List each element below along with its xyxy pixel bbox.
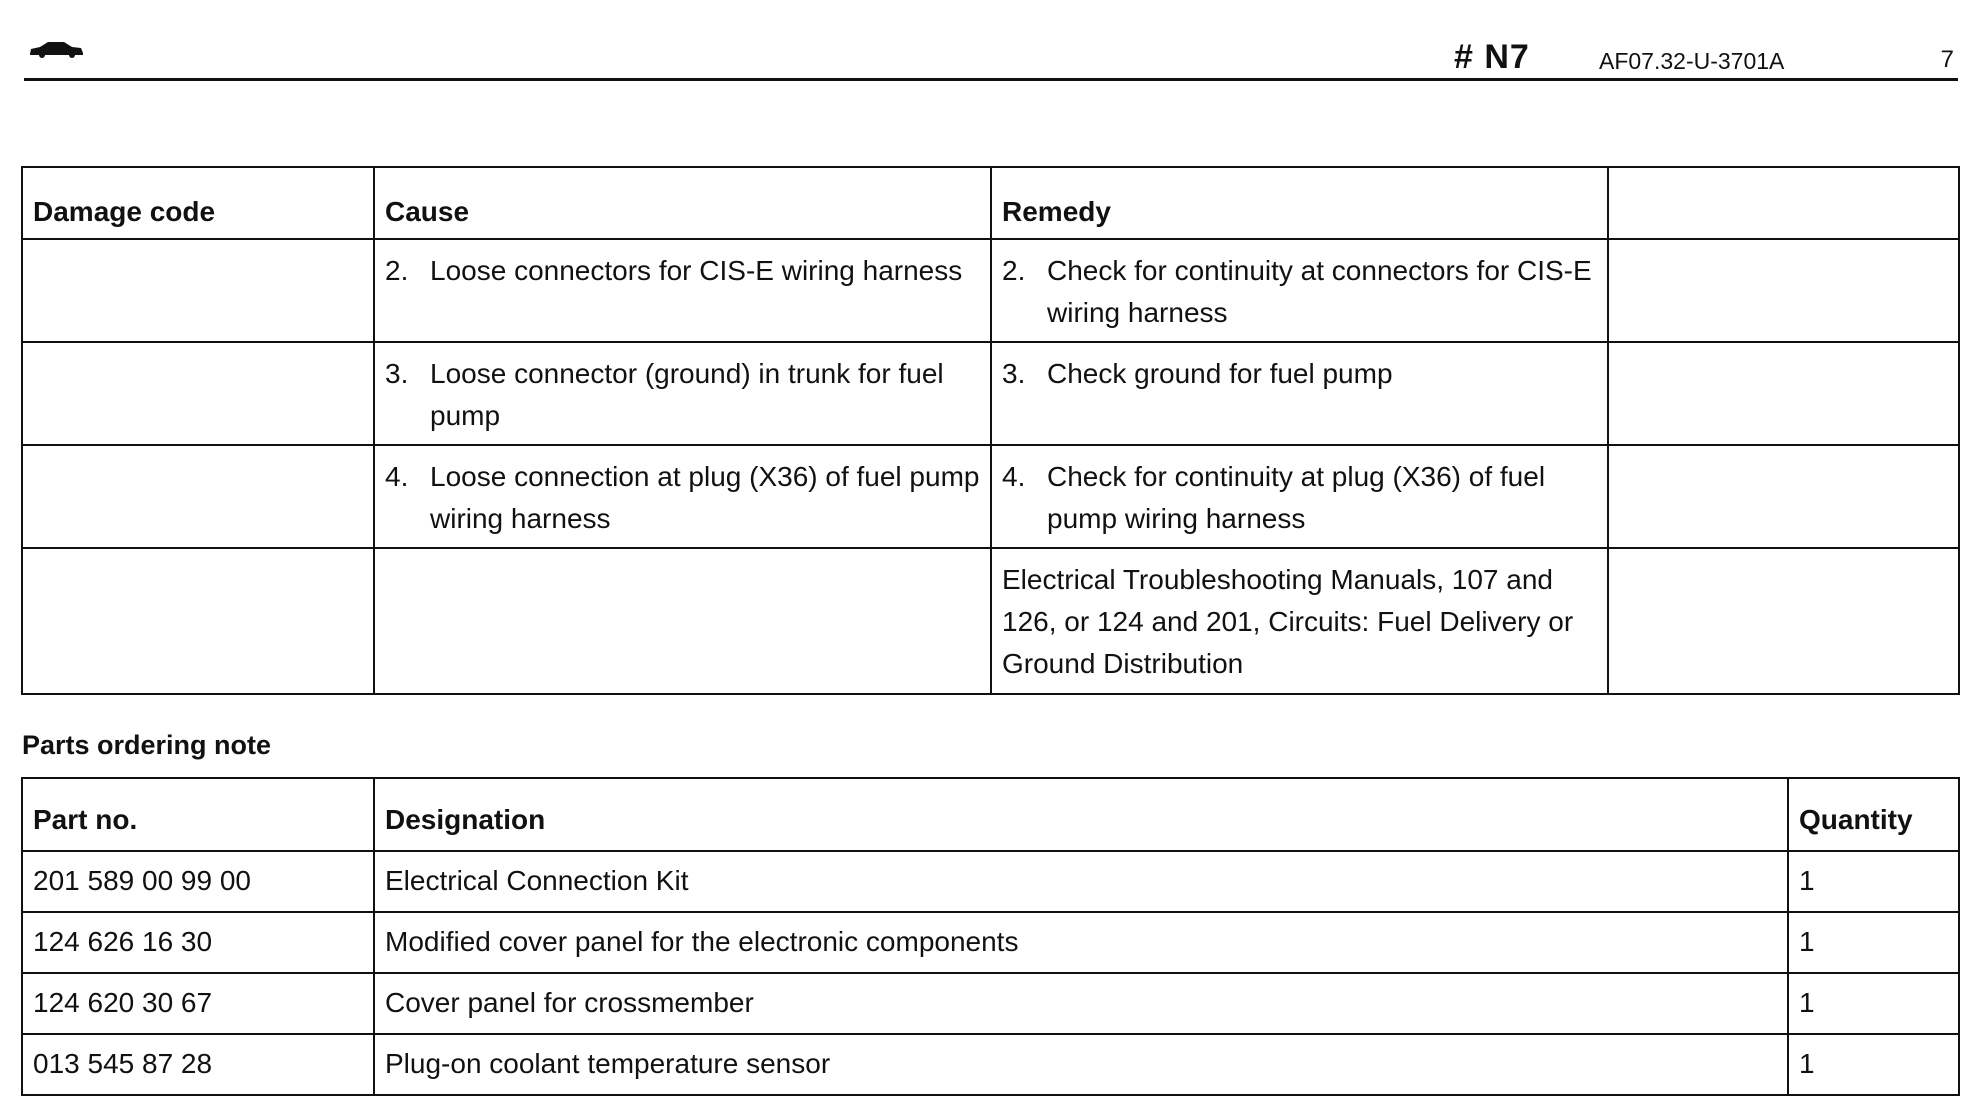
column-header-empty: [1608, 167, 1959, 239]
designation-cell: Electrical Connection Kit: [374, 851, 1788, 912]
table-header-row: [22, 167, 1959, 239]
cause-cell: [374, 239, 991, 342]
column-header-part-no: Part no.: [22, 778, 374, 851]
quantity-cell: 1: [1788, 973, 1959, 1034]
table-row: [22, 973, 1959, 1034]
column-header-damage-code: Damage code: [22, 167, 374, 239]
remedy-number: 3.: [1002, 358, 1026, 389]
cause-text: Loose connector (ground) in trunk for fuel pump: [430, 358, 944, 431]
cause-text: Loose connection at plug (X36) of fuel pump wiring harness: [430, 461, 980, 534]
remedy-number: 4.: [1002, 461, 1026, 492]
extra-cell: [1608, 548, 1959, 694]
column-header-remedy: Remedy: [991, 167, 1608, 239]
table-row: [22, 342, 1959, 445]
damage-table: [21, 166, 1960, 695]
damage-code-cell: [22, 239, 374, 342]
cause-number: 3.: [385, 358, 409, 389]
part-number-cell: 013 545 87 28: [22, 1034, 374, 1095]
table-header-row: [22, 778, 1959, 851]
column-header-quantity: Quantity: [1788, 778, 1959, 851]
table-row: [22, 239, 1959, 342]
damage-code-cell: [22, 548, 374, 694]
remedy-reference-cell: Electrical Troubleshooting Manuals, 107 and 126, or 124 and 201, Circuits: Fuel Delivery or Ground Distribution: [991, 548, 1608, 694]
cause-number: 2.: [385, 255, 409, 286]
page-number: 7: [1940, 46, 1954, 73]
parts-ordering-title: Parts ordering note: [22, 730, 272, 760]
remedy-text: Check ground for fuel pump: [1047, 358, 1393, 389]
remedy-text: Check for continuity at plug (X36) of fuel pump wiring harness: [1047, 461, 1546, 534]
designation-cell: Modified cover panel for the electronic components: [374, 912, 1788, 973]
part-number-cell: 124 626 16 30: [22, 912, 374, 973]
remedy-text: Check for continuity at connectors for CIS-E wiring harness: [1047, 255, 1592, 328]
remedy-cell: [991, 445, 1608, 548]
table-row: [22, 851, 1959, 912]
part-number-cell: 124 620 30 67: [22, 973, 374, 1034]
extra-cell: [1608, 342, 1959, 445]
remedy-cell: [991, 342, 1608, 445]
table-row: [22, 548, 1959, 694]
cause-text: Loose connectors for CIS-E wiring harness: [430, 255, 963, 286]
cause-number: 4.: [385, 461, 409, 492]
document-number: AF07.32-U-3701A: [1599, 48, 1785, 74]
column-header-designation: Designation: [374, 778, 1788, 851]
quantity-cell: 1: [1788, 912, 1959, 973]
part-number-cell: 201 589 00 99 00: [22, 851, 374, 912]
extra-cell: [1608, 239, 1959, 342]
car-icon: [28, 40, 84, 58]
designation-cell: Cover panel for crossmember: [374, 973, 1788, 1034]
quantity-cell: 1: [1788, 851, 1959, 912]
column-header-cause: Cause: [374, 167, 991, 239]
remedy-cell: [991, 239, 1608, 342]
cause-cell: [374, 548, 991, 694]
quantity-cell: 1: [1788, 1034, 1959, 1095]
table-row: [22, 912, 1959, 973]
damage-code-cell: [22, 342, 374, 445]
remedy-number: 2.: [1002, 255, 1026, 286]
table-row: [22, 1034, 1959, 1095]
cause-cell: [374, 445, 991, 548]
cause-cell: [374, 342, 991, 445]
bulletin-number: # N7: [1454, 38, 1530, 76]
table-row: [22, 445, 1959, 548]
damage-code-cell: [22, 445, 374, 548]
extra-cell: [1608, 445, 1959, 548]
page-header: [24, 18, 1958, 81]
parts-table: [21, 777, 1960, 1096]
designation-cell: Plug-on coolant temperature sensor: [374, 1034, 1788, 1095]
